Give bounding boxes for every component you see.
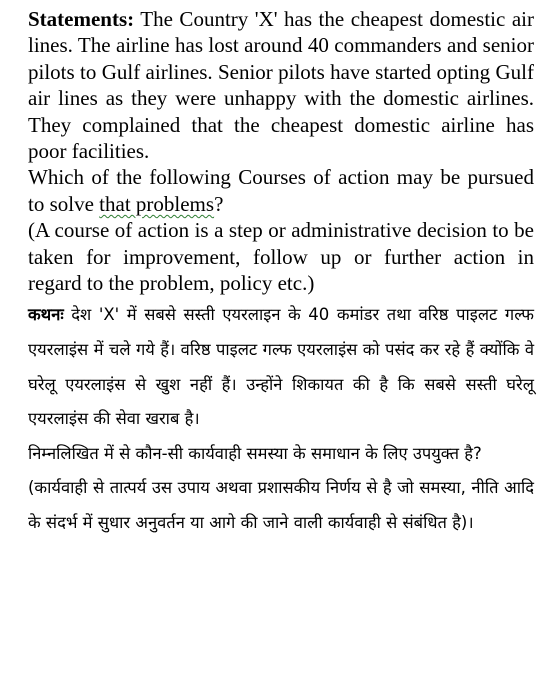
english-question-text: Which of the following Courses of action may be pursued to solve — [28, 165, 534, 216]
hindi-statement — [28, 298, 534, 436]
hindi-question: निम्नलिखित में से कौन-सी कार्यवाही समस्या के समाधान के लिए उपयुक्त है? — [28, 443, 482, 463]
hindi-note: (कार्यवाही से तात्पर्य उस उपाय अथवा प्रशासकीय निर्णय से है जो समस्या, नीति आदि के संदर्भ में सुधार अनुवर्तन या आगे की जाने वाली कार्यवाही से संबंधित है)। — [28, 478, 534, 533]
english-question-marked-phrase: that problems — [99, 191, 215, 216]
hindi-statement-label: कथनः — [28, 305, 64, 325]
hindi-statement-text: देश 'X' में सबसे सस्ती एयरलाइन के 40 कमांडर तथा वरिष्ठ पाइलट गल्फ एयरलाइंस में चले गये हैं। वरिष्ठ पाइलट गल्फ एयरलाइंस को पसंद कर रहे हैं क्योंकि वे घरेलू एयरलाइंस से खुश नहीं हैं। उन्होंने शिकायत की है कि सबसे सस्ती घरेलू एयरलाइंस की सेवा खराब है। — [28, 305, 534, 429]
english-statement-label: Statements: — [28, 7, 135, 31]
english-question — [28, 164, 534, 217]
english-statement — [28, 6, 534, 164]
english-note: (A course of action is a step or administrative decision to be taken for improvement, follow up or further action in regard to the problem, policy etc.) — [28, 218, 534, 296]
english-question-end: ? — [214, 191, 224, 216]
english-statement-text: The Country 'X' has the cheapest domestic air lines. The airline has lost around 40 commanders and senior pilots to Gulf airlines. Senior pilots have started opting Gulf air lines as they were unhappy with the domestic airlines. They complained that the cheapest domestic airline has poor facilities. — [28, 7, 534, 164]
